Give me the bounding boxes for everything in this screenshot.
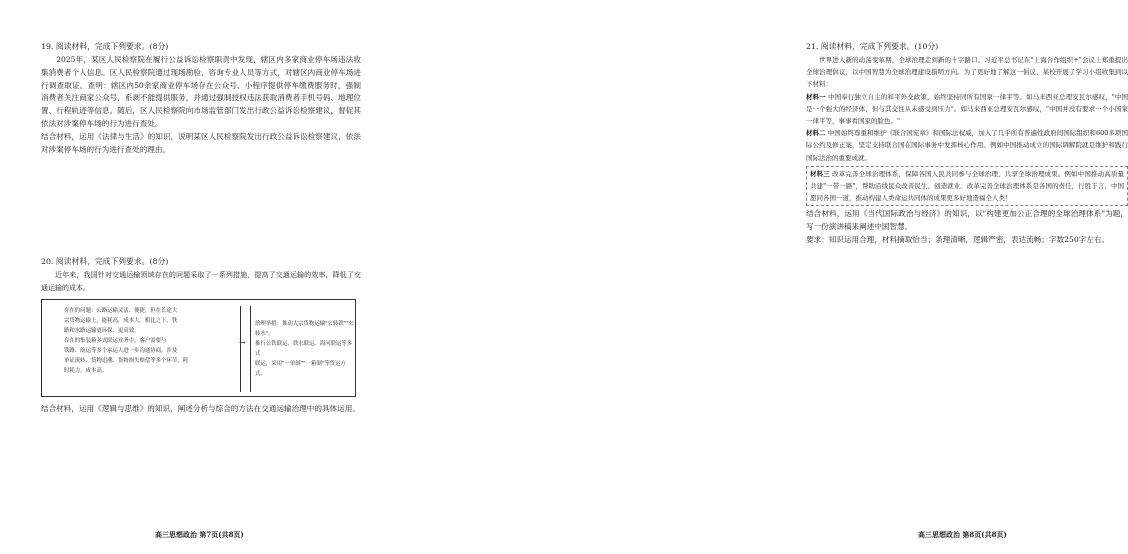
- question-20: [41, 256, 361, 416]
- arrow-right-icon: →: [239, 338, 246, 347]
- transport-flow-diagram: [41, 299, 356, 397]
- problems-line: 铁路、航运等多个承运人进一步沟通协商，涉及: [64, 348, 178, 354]
- question-21-title: 21. 阅读材料，完成下列要求。(10分): [806, 42, 939, 51]
- question-19: [41, 41, 361, 156]
- problems-line: 时耗力，成本高。: [64, 368, 108, 374]
- question-19-title: 19. 阅读材料，完成下列要求。(8分): [41, 42, 169, 51]
- material-2-text: 中国始终尊重和维护《联合国宪章》和国际法权威，加入了几乎所有普遍性政府间国际组织和600多项国际公约及修正案，坚定支持联合国在国际事务中发挥核心作用。例如中国推动成立的国际调解院就是维护和践行国际法治的重要成就。: [806, 129, 1128, 162]
- question-20-prompt: 结合材料，运用《逻辑与思维》的知识，阐述分析与综合的方法在交通运输治理中的具体运用。: [41, 404, 360, 413]
- problems-line: 存在的问题：公路运输灵活、便捷，但在长途大: [64, 308, 178, 314]
- page-footer-right: 高三思想政治 第8页(共8页): [918, 530, 1007, 539]
- measures-line: 转水"。: [255, 331, 274, 337]
- material-2-label: 材料二: [806, 129, 826, 138]
- question-21-prompt: 结合材料，运用《当代国际政治与经济》的知识，以"构建更加公正合理的全球治理体系"为题，写一份演讲稿来阐述中国智慧。: [806, 209, 1128, 232]
- question-21-intro: 世界进入新的动荡变革期，全球治理走到新的十字路口。习近平总书记在"上海合作组织+"会议上郑重提出全球治理倡议，以中国智慧为全球治理建设指明方向。为了更好地了解这一倡议，某校开展了学习小组收集到以下材料：: [806, 56, 1128, 89]
- question-21: [806, 41, 1128, 247]
- right-page: [400, 0, 1128, 554]
- material-3: [806, 166, 1128, 207]
- material-1-label: 材料一: [806, 92, 826, 101]
- question-20-intro: 近年来，我国针对交通运输领域存在的问题采取了一系列措施，提高了交通运输的效率，降低了交通运输的成本。: [41, 271, 361, 292]
- measures-line: 治理举措：推动大宗货物运输"公转铁""公: [255, 321, 355, 327]
- question-20-title: 20. 阅读材料，完成下列要求。(8分): [41, 257, 169, 266]
- question-19-prompt: 结合材料，运用《法律与生活》的知识，说明某区人民检察院发出行政公益诉讼检察建议，依法对涉案停车场的行为进行查处的理由。: [41, 131, 361, 154]
- problems-box: [64, 306, 241, 392]
- material-1-text: 中国奉行独立自主的和平外交政策，始终坚持同所有国家一律平等。如马来西亚总理安瓦尔感叹，"中国是一个强大的经济体，但与其交往从未感受到压力"。如马来西亚总理安瓦尔感叹，"中国并没有要求一个小国家一律平等，事事看国家的脸色。": [806, 92, 1128, 126]
- question-19-material: 2025年，某区人民检察院在履行公益诉讼检察职责中发现，辖区内多家商业停车场违法收集消费者个人信息。区人民检察院通过现场勘验、咨询专业人员等方式，对辖区内商业停车场进行调查取证。查明：辖区内50余家商业停车场存在公众号、小程序提供停车缴费服务时，强制消费者关注商家公众号，系剥不能提供服务，并通过强制授权违法获取消费者手机号码、地理位置、行程轨迹等信息。随后，区人民检察院向市场监管部门发出行政公益诉讼检察建议，督促其依法对涉案停车场的行为进行查处。: [41, 55, 361, 128]
- problems-line: 存在的集装箱多式联运业务中，客户需要与: [64, 338, 167, 344]
- material-3-label: 材料三: [810, 169, 830, 178]
- problems-line: 宗货物运输上，能耗高，成本大。相比之下，铁: [64, 318, 178, 324]
- measures-line: 联运，采用"一单制""一箱制"等货运方式。: [255, 361, 346, 377]
- problems-line: 单证流转、货物追溯、货物损失赔偿等多个环节，耗: [64, 358, 188, 364]
- problems-line: 路和水路运输更环保、更高效。: [64, 328, 140, 334]
- question-21-requirements: 要求：知识运用合理，材料摘取恰当；条理清晰，逻辑严密，表达流畅；字数250字左右。: [806, 235, 1110, 245]
- material-2: [806, 127, 1128, 164]
- material-1: [806, 91, 1128, 128]
- material-3-text: 改革完善全球治理体系，保障各国人民共同参与全球治理，共享全球治理成果。例如中国推动高质量共建"一带一路"，帮助沿线民众改善民生、创造就业。改革完善全球治理体系是各国的责任，行胜于言，中国愿同各国一道，推动构建人类命运共同体的成果更多好地造福全人类！: [810, 169, 1125, 203]
- measures-line: 推行公铁联运、铁水联运、海河联运等多式: [255, 341, 353, 357]
- left-page: [0, 0, 400, 554]
- page-footer-left: 高三思想政治 第7页(共8页): [155, 530, 244, 539]
- measures-box: [250, 306, 355, 392]
